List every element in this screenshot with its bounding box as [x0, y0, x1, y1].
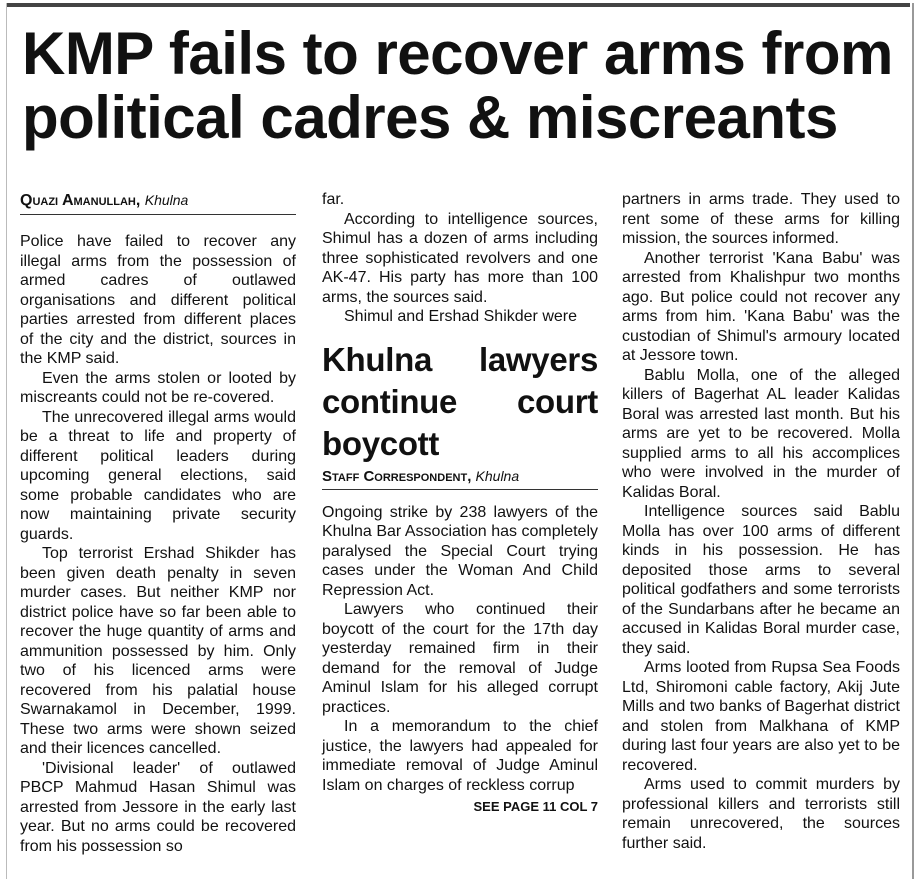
- article2-paragraph: In a memorandum to the chief justice, the lawyers had appealed for immediate removal of Judge Aminul Islam on charges of reckless corrup: [322, 718, 598, 794]
- byline-author: Staff Correspondent,: [322, 467, 472, 485]
- column-3: [622, 190, 900, 853]
- article1-paragraph: According to intelligence sources, Shimul has a dozen of arms including three sophisticated revolvers and one AK-47. His party has more than 100 arms, the sources said.: [322, 210, 598, 306]
- byline-place: Khulna: [144, 192, 189, 208]
- article1-paragraph: Arms looted from Rupsa Sea Foods Ltd, Shiromoni cable factory, Akij Jute Mills and two banks of Bagerhat district and stolen from Malkhana of KMP during last four years are also yet to be recovered.: [622, 659, 900, 774]
- article1-paragraph: Bablu Molla, one of the alleged killers of Bagerhat AL leader Kalidas Boral was arrested last month. But his arms are yet to be recovered. Molla supplied arms to all his accomplices who were involved in the murder of Kalidas Boral.: [622, 366, 900, 501]
- column-1: [20, 190, 296, 856]
- continuation-note: SEE PAGE 11 COL 7: [473, 799, 598, 814]
- article1-paragraph: Intelligence sources said Bablu Molla has over 100 arms of different kinds in his possession. He has deposited those arms to several political godfathers and some terrorists of the Sundarbans after he became an accused in Kalidas Boral murder case, they said.: [622, 503, 900, 657]
- article1-paragraph: Another terrorist 'Kana Babu' was arrested from Khalishpur two months ago. But police could not recover any arms from him. 'Kana Babu' was the custodian of Shimul's armoury located at Jessore town.: [622, 249, 900, 364]
- main-headline: KMP fails to recover arms from political cadres & miscreants: [22, 20, 893, 151]
- left-edge-rule: [6, 3, 7, 879]
- column-2: [322, 190, 598, 815]
- article1-paragraph: Arms used to commit murders by professional killers and terrorists still remain unrecovered, the sources further said.: [622, 776, 900, 852]
- top-rule: [6, 3, 910, 7]
- article1-paragraph: Even the arms stolen or looted by miscreants could not be re-covered.: [20, 369, 296, 406]
- article2-paragraph: Ongoing strike by 238 lawyers of the Khulna Bar Association has completely paralysed the Special Court trying cases under the Woman And Child Repression Act.: [322, 503, 598, 599]
- article1-paragraph: Shimul and Ershad Shikder were: [344, 308, 578, 325]
- byline-article2: [322, 467, 598, 490]
- byline-article1: [20, 190, 296, 215]
- article1-paragraph: Top terrorist Ershad Shikder has been given death penalty in seven murder cases. But neither KMP nor district police have so far been able to recover the huge quantity of arms and ammunition possessed by him. Only two of his licenced arms were recovered from his palatial house Swarnakamol in December, 1999. These two arms were shown seized and their licences cancelled.: [20, 545, 296, 757]
- article1-paragraph: 'Divisional leader' of outlawed PBCP Mahmud Hasan Shimul was arrested from Jessore in the early last year. But no arms could be recovered from his possession so: [20, 759, 296, 855]
- article2-paragraph: Lawyers who continued their boycott of the court for the 17th day yesterday remained firm in their demand for the removal of Judge Aminul Islam for his alleged corrupt practices.: [322, 601, 598, 716]
- byline-place: Khulna: [475, 467, 520, 484]
- secondary-headline: Khulna lawyers continue court boycott: [322, 340, 598, 462]
- right-edge-rule: [912, 3, 914, 879]
- article1-paragraph: far.: [322, 191, 345, 208]
- article1-paragraph: partners in arms trade. They used to rent some of these arms for killing mission, the sources informed.: [622, 191, 900, 247]
- article1-paragraph: Police have failed to recover any illegal arms from the possession of armed cadres of outlawed organisations and different political parties arrested from different places of the city and the district, sources in the KMP said.: [20, 233, 296, 367]
- article1-paragraph: The unrecovered illegal arms would be a threat to life and property of different political leaders during upcoming general elections, said some probable candidates who are now maintaining private security guards.: [20, 408, 296, 543]
- byline-author: Quazi Amanullah,: [20, 192, 141, 209]
